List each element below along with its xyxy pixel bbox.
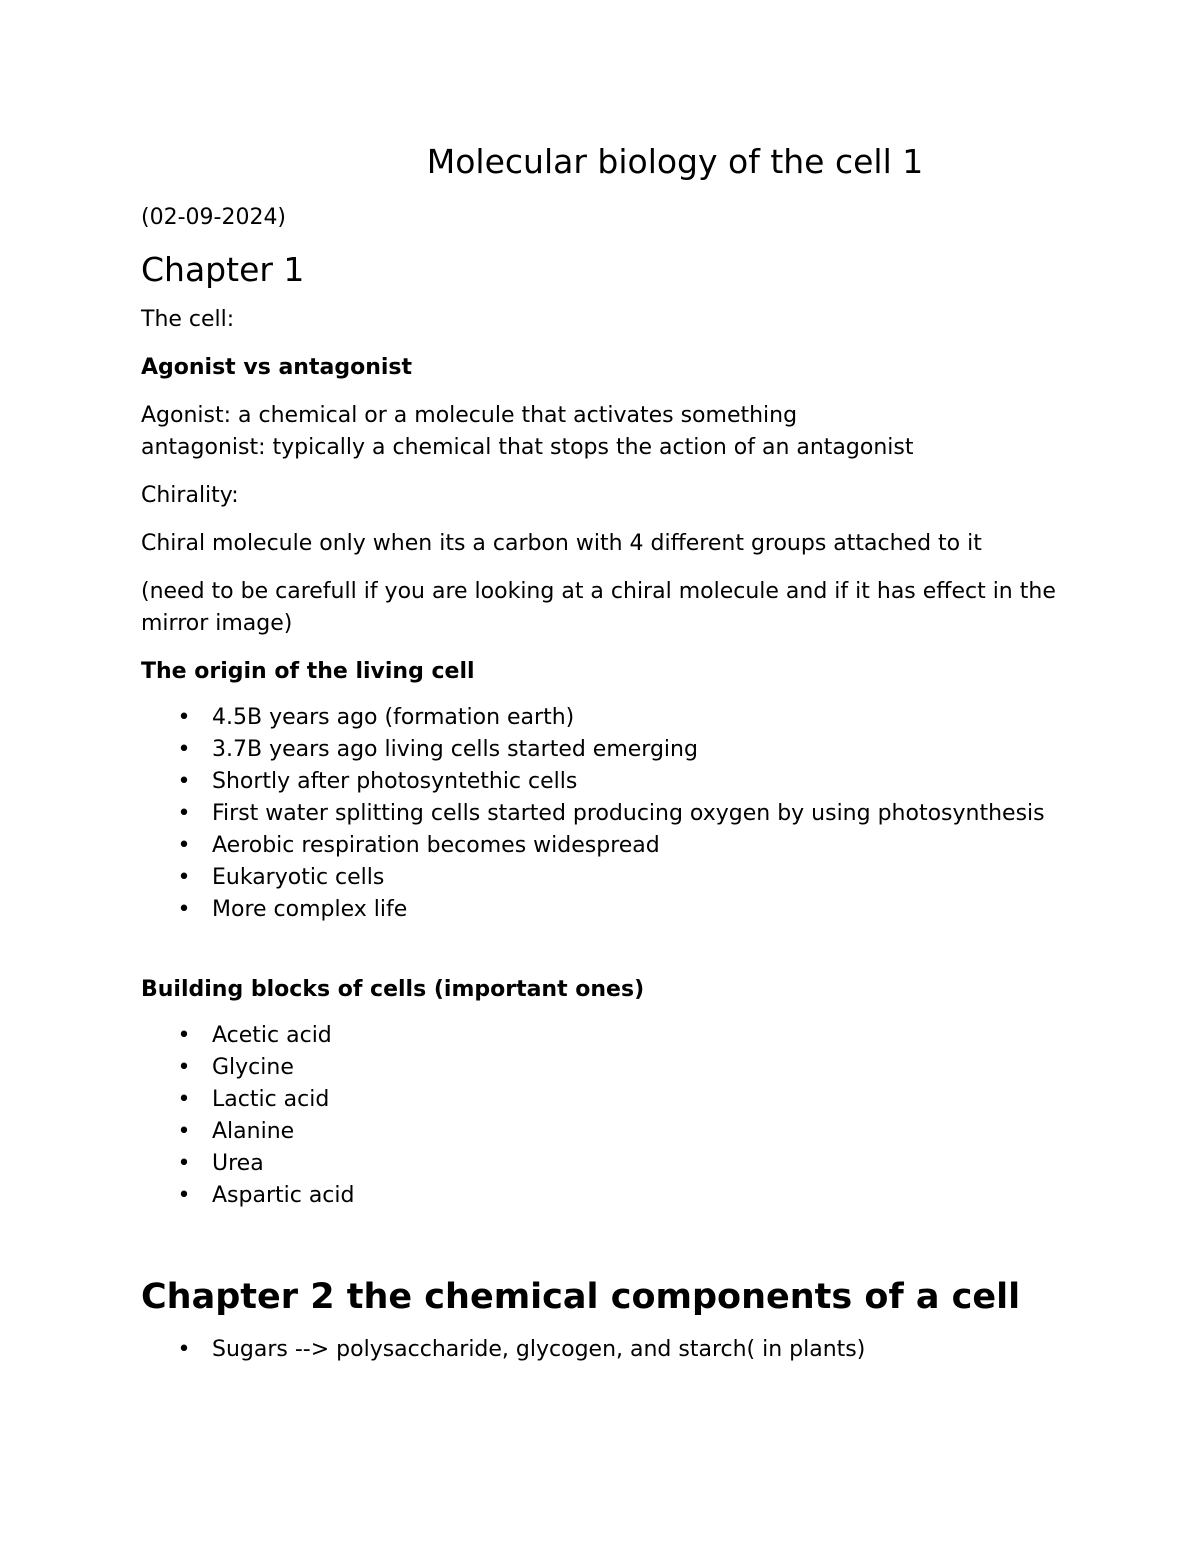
document-body <box>141 202 1071 1366</box>
document-title: Molecular biology of the cell 1 <box>426 142 924 181</box>
list-item <box>141 734 1071 766</box>
list-item <box>141 1052 1071 1084</box>
intro-text: The cell: <box>141 307 235 332</box>
antagonist-definition: antagonist: typically a chemical that stops the action of an antagonist <box>141 435 914 460</box>
list-item <box>141 1180 1071 1212</box>
chapter-2-heading: Chapter 2 the chemical components of a cell <box>141 1277 1021 1317</box>
bullet-icon: • <box>177 897 191 922</box>
list-item-text: 4.5B years ago (formation earth) <box>212 705 575 730</box>
document-date: (02-09-2024) <box>141 205 287 230</box>
list-item-text: Glycine <box>212 1055 294 1080</box>
bullet-icon: • <box>177 1087 191 1112</box>
bullet-icon: • <box>177 865 191 890</box>
list-item-text: Sugars --> polysaccharide, glycogen, and starch( in plants) <box>212 1337 866 1362</box>
list-item <box>141 894 1071 926</box>
bullet-icon: • <box>177 1119 191 1144</box>
list-item <box>141 1020 1071 1052</box>
chapter-2-list <box>141 1334 1071 1366</box>
bullet-icon: • <box>177 801 191 826</box>
list-item-text: 3.7B years ago living cells started emerging <box>212 737 698 762</box>
list-item <box>141 1084 1071 1116</box>
list-item <box>141 702 1071 734</box>
bullet-icon: • <box>177 1055 191 1080</box>
building-blocks-list <box>141 1020 1071 1212</box>
bullet-icon: • <box>177 1183 191 1208</box>
list-item <box>141 798 1071 830</box>
bullet-icon: • <box>177 769 191 794</box>
list-item <box>141 1148 1071 1180</box>
list-item-text: Aspartic acid <box>212 1183 355 1208</box>
list-item <box>141 862 1071 894</box>
list-item-text: Shortly after photosyntethic cells <box>212 769 578 794</box>
origin-list <box>141 702 1071 926</box>
bullet-icon: • <box>177 705 191 730</box>
list-item-text: More complex life <box>212 897 408 922</box>
list-item-text: Acetic acid <box>212 1023 332 1048</box>
chirality-text: Chiral molecule only when its a carbon with 4 different groups attached to it <box>141 531 982 556</box>
agonist-definition: Agonist: a chemical or a molecule that activates something <box>141 403 798 428</box>
chirality-note: (need to be carefull if you are looking at a chiral molecule and if it has effect in the mirror image) <box>141 579 1056 636</box>
list-item-text: Lactic acid <box>212 1087 330 1112</box>
list-item-text: Urea <box>212 1151 264 1176</box>
list-item-text: Aerobic respiration becomes widespread <box>212 833 660 858</box>
bullet-icon: • <box>177 833 191 858</box>
list-item <box>141 830 1071 862</box>
bullet-icon: • <box>177 1337 191 1362</box>
chirality-label: Chirality: <box>141 483 239 508</box>
bullet-icon: • <box>177 1023 191 1048</box>
list-item-text: Alanine <box>212 1119 295 1144</box>
list-item <box>141 1334 1071 1366</box>
agonist-heading: Agonist vs antagonist <box>141 355 413 380</box>
list-item <box>141 1116 1071 1148</box>
bullet-icon: • <box>177 1151 191 1176</box>
bullet-icon: • <box>177 737 191 762</box>
list-item-text: Eukaryotic cells <box>212 865 385 890</box>
list-item-text: First water splitting cells started producing oxygen by using photosynthesis <box>212 801 1045 826</box>
building-blocks-heading: Building blocks of cells (important ones) <box>141 977 645 1002</box>
chapter-1-heading: Chapter 1 <box>141 250 305 289</box>
origin-heading: The origin of the living cell <box>141 659 475 684</box>
list-item <box>141 766 1071 798</box>
